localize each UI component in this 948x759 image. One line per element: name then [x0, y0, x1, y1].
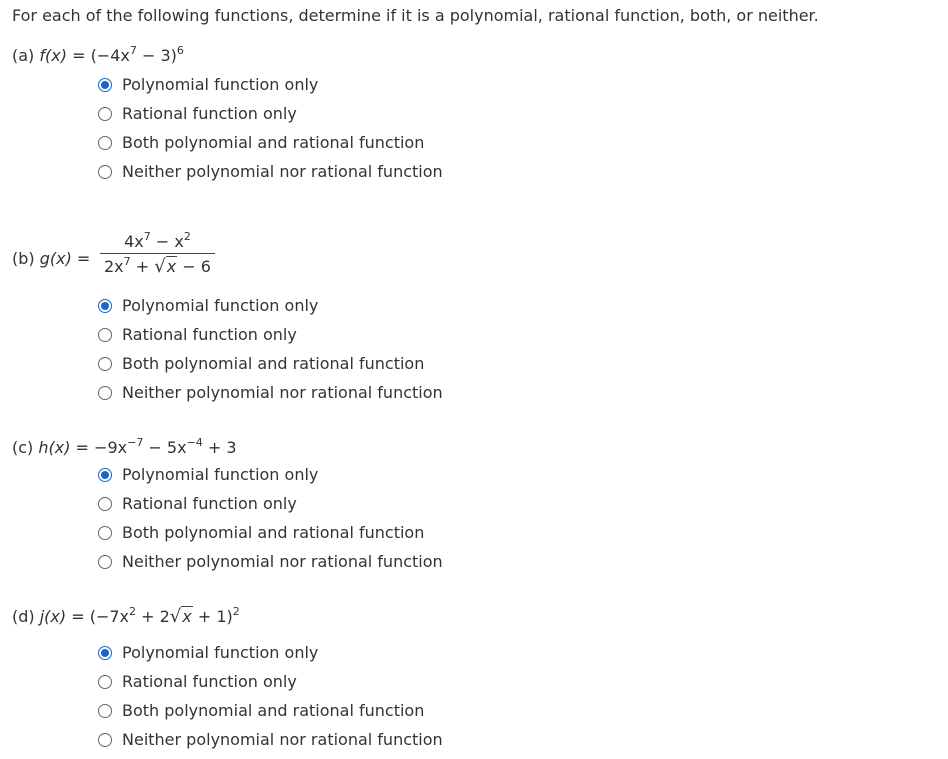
- question-d-options: [98, 638, 443, 754]
- question-letter: (d): [12, 607, 35, 626]
- question-d-label: (d) $j(x) = (-7x^2 + 2√x + 1)^2$: [12, 605, 240, 627]
- radio-selected-icon[interactable]: [98, 78, 112, 92]
- option-label: Polynomial function only: [122, 75, 319, 94]
- question-letter: (b): [12, 249, 35, 268]
- radio-icon[interactable]: [98, 357, 112, 371]
- radio-icon[interactable]: [98, 497, 112, 511]
- option-polynomial[interactable]: [98, 70, 443, 99]
- instructions: For each of the following functions, determine if it is a polynomial, rational function, both, or neither.: [12, 6, 819, 25]
- function-name: j(x): [39, 607, 67, 626]
- option-label: Polynomial function only: [122, 643, 319, 662]
- radio-icon[interactable]: [98, 704, 112, 718]
- option-label: Rational function only: [122, 494, 297, 513]
- function-name: h(x): [38, 438, 71, 457]
- question-c-label: (c) $h(x) = -9x^{-7} - 5x^{-4} + 3$: [12, 436, 237, 457]
- option-rational[interactable]: [98, 99, 443, 128]
- radio-icon[interactable]: [98, 555, 112, 569]
- radio-icon[interactable]: [98, 165, 112, 179]
- radio-icon[interactable]: [98, 675, 112, 689]
- option-both[interactable]: [98, 128, 443, 157]
- option-polynomial[interactable]: [98, 291, 443, 320]
- option-label: Neither polynomial nor rational function: [122, 730, 443, 749]
- radio-selected-icon[interactable]: [98, 468, 112, 482]
- option-label: Both polynomial and rational function: [122, 354, 425, 373]
- question-c-options: [98, 460, 443, 576]
- option-label: Both polynomial and rational function: [122, 133, 425, 152]
- g-fraction: $\frac{4x^7 - x^2}{2x^7 + √x - 6}$: [100, 232, 215, 276]
- option-rational[interactable]: [98, 667, 443, 696]
- question-a-label: (a) $f(x) = (-4x^7 - 3)^6$: [12, 44, 184, 65]
- function-name: g(x): [39, 249, 72, 268]
- question-b-label: (b) g(x) =: [12, 249, 91, 268]
- function-name: f(x): [39, 46, 67, 65]
- option-label: Both polynomial and rational function: [122, 523, 425, 542]
- question-letter: (a): [12, 46, 35, 65]
- radio-selected-icon[interactable]: [98, 646, 112, 660]
- option-both[interactable]: [98, 518, 443, 547]
- option-label: Both polynomial and rational function: [122, 701, 425, 720]
- option-polynomial[interactable]: [98, 638, 443, 667]
- option-both[interactable]: [98, 349, 443, 378]
- radio-icon[interactable]: [98, 328, 112, 342]
- option-rational[interactable]: [98, 320, 443, 349]
- radio-icon[interactable]: [98, 386, 112, 400]
- question-letter: (c): [12, 438, 34, 457]
- radio-icon[interactable]: [98, 136, 112, 150]
- option-label: Neither polynomial nor rational function: [122, 383, 443, 402]
- option-neither[interactable]: [98, 725, 443, 754]
- option-label: Polynomial function only: [122, 465, 319, 484]
- option-label: Rational function only: [122, 104, 297, 123]
- radio-icon[interactable]: [98, 526, 112, 540]
- option-neither[interactable]: [98, 157, 443, 186]
- option-label: Rational function only: [122, 325, 297, 344]
- radio-icon[interactable]: [98, 107, 112, 121]
- radio-icon[interactable]: [98, 733, 112, 747]
- option-label: Polynomial function only: [122, 296, 319, 315]
- option-rational[interactable]: [98, 489, 443, 518]
- option-neither[interactable]: [98, 547, 443, 576]
- option-label: Neither polynomial nor rational function: [122, 162, 443, 181]
- radio-selected-icon[interactable]: [98, 299, 112, 313]
- option-label: Neither polynomial nor rational function: [122, 552, 443, 571]
- option-neither[interactable]: [98, 378, 443, 407]
- option-polynomial[interactable]: [98, 460, 443, 489]
- question-b-options: [98, 291, 443, 407]
- question-a-options: [98, 70, 443, 186]
- option-label: Rational function only: [122, 672, 297, 691]
- option-both[interactable]: [98, 696, 443, 725]
